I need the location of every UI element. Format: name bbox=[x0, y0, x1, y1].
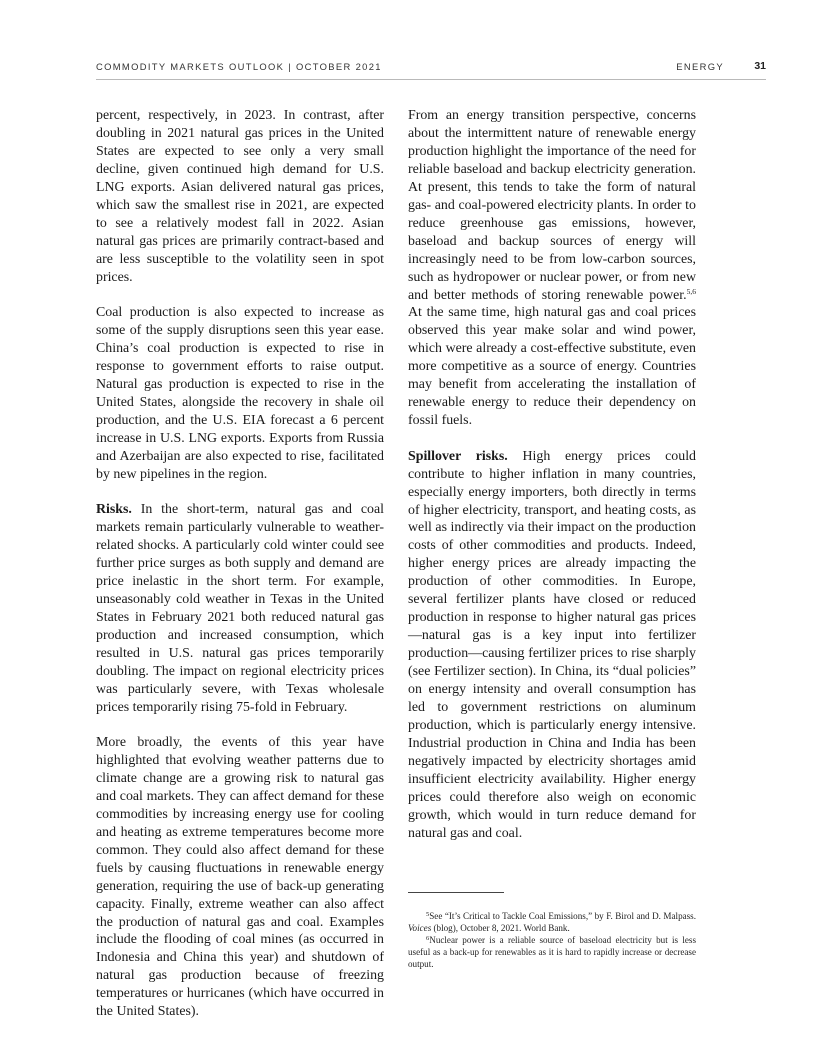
footnotes bbox=[408, 910, 696, 970]
paragraph-energy-transition bbox=[408, 107, 696, 430]
risks-heading: Risks. bbox=[96, 502, 132, 518]
right-column bbox=[408, 107, 696, 860]
spillover-heading: Spillover risks. bbox=[408, 448, 508, 464]
footnote bbox=[408, 934, 696, 970]
footnote-italic: Voices bbox=[408, 923, 432, 934]
transition-text-b: At the same time, high natural gas and coal prices observed this year make solar and wind power, which were already a cost-effective substitute, even more competitive as a source of energy. Countries may benefit from accelerating the installation of renewable energy to reduce their dependency on fossil fuels. bbox=[408, 305, 696, 429]
footnote-mark: 5 bbox=[426, 911, 430, 918]
left-column bbox=[96, 107, 384, 1039]
footnote-reference: 5,6 bbox=[686, 286, 696, 296]
risks-text: In the short-term, natural gas and coal markets remain particularly vulnerable to weather-related shocks. A particularly cold winter could see further price surges as both supply and demand are price inelastic in the short term. For example, unseasonably cold weather in Texas in the United States in February 2021 both reduced natural gas production and increased consumption, which resulted in U.S. natural gas prices temporarily doubling. The impact on regional electricity prices was particularly severe, with Texas wholesale prices temporarily rising 75-fold in February. bbox=[96, 502, 384, 715]
paragraph-price-outlook: percent, respectively, in 2023. In contrast, after doubling in 2021 natural gas prices in the United States are expected to see only a very small decline, given continued high demand for U.S. LNG exports. Asian delivered natural gas prices, which saw the smallest rise in 2021, are expected to see a relatively modest fall in 2022. Asian natural gas prices are primarily contract-based and are less susceptible to the volatility seen in spot prices. bbox=[96, 108, 384, 285]
footnote bbox=[408, 910, 696, 934]
paragraph-climate-change: More broadly, the events of this year have highlighted that evolving weather patterns due to climate change are a growing risk to natural gas and coal markets. They can affect demand for these commodities by increasing energy use for cooling and heating as extreme temperatures become more common. They could also affect demand for these fuels by causing fluctuations in renewable energy generation, requiring the use of back-up generating capacity. Finally, extreme weather can also affect the production of natural gas and coal. Examples include the flooding of coal mines (as occurred in Indonesia and China this year) and shutdown of natural gas production because of freezing temperatures or hurricanes (which have occurred in the United States). bbox=[96, 735, 384, 1020]
paragraph-coal-production: Coal production is also expected to increase as some of the supply disruptions seen this year ease. China’s coal production is expected to rise in response to government efforts to raise output. Natural gas production is expected to rise in the United States, alongside the recovery in shale oil production, and the U.S. EIA forecast a 6 percent increase in U.S. LNG exports. Exports from Russia and Azerbaijan are also expected to rise, facilitated by new pipelines in the region. bbox=[96, 305, 384, 482]
footnote-text: See “It’s Critical to Tackle Coal Emissions,” by F. Birol and D. Malpass. bbox=[429, 911, 696, 921]
transition-text-a: From an energy transition perspective, concerns about the intermittent nature of renewable energy production highlight the importance of the need for reliable baseload and backup electricity generation. At present, this tends to take the form of natural gas- and coal-powered electricity plants. In order to reduce greenhouse gas emissions, however, baseload and backup sources of energy will increasingly need to be from low-carbon sources, such as hydropower or nuclear power, or from new and better methods of storing renewable power. bbox=[408, 108, 696, 303]
section-name: ENERGY bbox=[676, 61, 724, 72]
publication-title: COMMODITY MARKETS OUTLOOK | OCTOBER 2021 bbox=[96, 61, 382, 72]
footnote-text-end: (blog), October 8, 2021. World Bank. bbox=[431, 923, 570, 934]
footnote-text: Nuclear power is a reliable source of baseload electricity but is less useful as a back-up for renewables as it is hard to rapidly increase or decrease output. bbox=[408, 935, 696, 970]
page-header bbox=[96, 61, 766, 80]
page-number: 31 bbox=[754, 60, 766, 72]
paragraph-risks bbox=[96, 501, 384, 716]
footnote-divider bbox=[408, 892, 504, 893]
paragraph-spillover-risks bbox=[408, 448, 696, 843]
spillover-text: High energy prices could contribute to higher inflation in many countries, especially energy importers, both directly in terms of higher electricity, transport, and heating costs, as well as indirectly via their impact on the production costs of other commodities and products. Indeed, higher energy prices are already impacting the production of other commodities. In Europe, several fertilizer plants have closed or reduced production in response to higher natural gas prices—natural gas is a key input into fertilizer production—causing fertilizer prices to rise sharply (see Fertilizer section). In China, its “dual policies” on energy intensity and overall consumption has led to government restrictions on aluminum production, which is particularly energy intensive. Industrial production in China and India has been negatively impacted by electricity shortages amid insufficient electricity availability. Higher energy prices could therefore also weigh on economic growth, which would in turn reduce demand for natural gas and coal. bbox=[408, 448, 696, 841]
footnote-mark: 6 bbox=[426, 935, 430, 943]
